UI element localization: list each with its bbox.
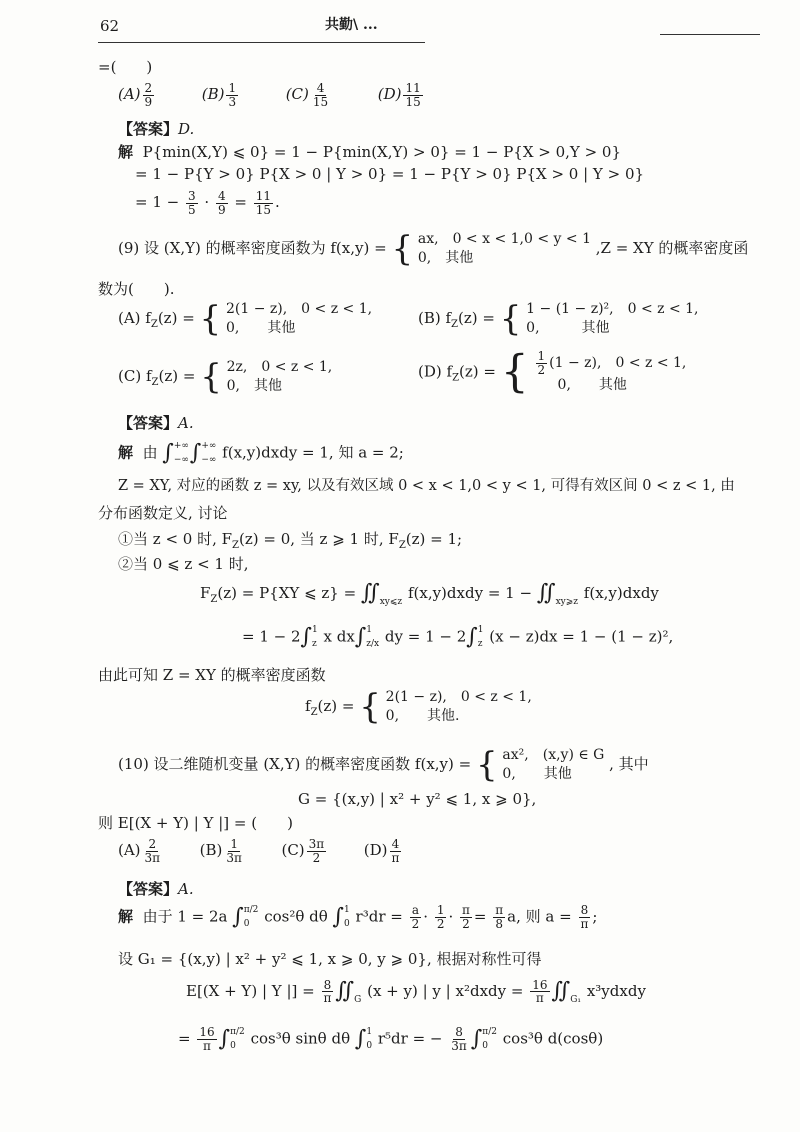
q10-question: 则 E[(X + Y) | Y |] = ( ) [98, 814, 293, 832]
q10-set-g: G = {(x,y) | x² + y² ⩽ 1, x ⩾ 0}, [298, 790, 537, 808]
q9-final-density: $f_Z(z)$ = { 2(1 − z), 0 < z < 1, 0, 其他. [305, 686, 532, 727]
q9-option-d: (D) $f_Z(z)$ = { $\frac{1}{2}$ (1 − z), 0 < z < 1, 0, 其他 [418, 346, 687, 398]
q9-solution-3: 分布函数定义, 讨论 [98, 504, 228, 522]
q10-option-b: (B) $\frac{1}{3\pi}$ [199, 837, 242, 865]
q9-solution-5: ②当 0 ⩽ z < 1 时, [118, 555, 249, 573]
q9-solution-4: ①当 z < 0 时, $F_Z(z) = 0$, 当 z ⩾ 1 时, $F_Z(z) = 1$; [118, 530, 463, 551]
q9-option-b: (B) $f_Z(z)$ = { 1 − (1 − z)², 0 < z < 1, 0, 其他 [418, 298, 699, 339]
q10-equation-4: = $\frac{16}{\pi}$ ∫ π/2 0 cos³θ sinθ dθ ∫ 1 0 r⁵dr = − $\frac{8}{3\pi}$ ∫ π/2 0 cos³θ d(cosθ) [178, 1025, 604, 1053]
q9-equation-2: = 1 − 2∫ 1 z x dx∫ 1 z/x dy = 1 − 2∫ 1 z (x − z)dx = 1 − (1 − z)², [242, 624, 674, 650]
q10-solution-1: 解 由于 1 = 2a ∫ π/2 0 cos²θ dθ ∫ 1 0 r³dr = $\frac{a}{2}$ · $\frac{1}{2}$ · $\frac{\pi}{2}$ = $\frac{\pi}{8}$ a, 则 a = $\frac{8}{\pi}$ ; [118, 903, 598, 931]
q9-line2: 数为( ). [98, 280, 175, 298]
q8-option-a: (A) $\frac{2}{9}$ [118, 81, 153, 109]
q10-options [118, 838, 403, 864]
q9-option-c: (C) $f_Z(z)$ = { 2z, 0 < z < 1, 0, 其他 [118, 356, 333, 397]
q8-solution-line1: 解 P{min(X,Y) ⩽ 0} = 1 − P{min(X,Y) > 0} = 1 − P{X > 0,Y > 0} [118, 143, 622, 161]
q9-answer: 【答案】A. [118, 414, 194, 432]
q10-solution-2: 设 G₁ = {(x,y) | x² + y² ⩽ 1, x ⩾ 0, y ⩾ 0}, 根据对称性可得 [118, 950, 542, 968]
q9-intro: (9) 设 (X,Y) 的概率密度函数为 f(x,y) = { ax, 0 < x < 1,0 < y < 1 0, 其他 ,Z = XY 的概率密度函 [118, 228, 749, 269]
q10-equation-3: E[(X + Y) | Y |] = $\frac{8}{\pi}$ ∬ G (x + y) | y | x²dxdy = $\frac{16}{\pi}$ ∬ G₁ x³ydxdy [186, 977, 646, 1006]
q10-option-d: (D) $\frac{4}{\pi}$ [363, 837, 400, 865]
q8-solution-line2: = 1 − P{Y > 0} P{X > 0 | Y > 0} = 1 − P{Y > 0} P{X > 0 | Y > 0} [135, 165, 645, 183]
q9-solution-2: Z = XY, 对应的函数 z = xy, 以及有效区域 0 < x < 1,0 < y < 1, 可得有效区间 0 < z < 1, 由 [118, 478, 735, 494]
header-rule-right [660, 34, 760, 35]
q9-solution-1: 解 由 ∫ +∞ −∞ ∫ +∞ −∞ f(x,y)dxdy = 1, 知 a = 2; [118, 440, 404, 466]
q8-solution-line3: = 1 − $\frac{3}{5}$ · $\frac{4}{9}$ = $\frac{11}{15}$ . [135, 189, 280, 217]
q8-option-d: (D) $\frac{11}{15}$ [377, 81, 421, 109]
q9-option-a: (A) $f_Z(z)$ = { 2(1 − z), 0 < z < 1, 0, 其他 [118, 298, 373, 339]
q9-equation-1: $F_Z(z) = P\{XY$ ⩽ z} = ∬ xy⩽z f(x,y)dxdy = 1 − ∬ xy⩾z f(x,y)dxdy [200, 580, 659, 607]
q8-prompt-tail: =( ) [98, 58, 153, 76]
q10-answer: 【答案】A. [118, 880, 194, 898]
q8-options [118, 82, 425, 108]
q10-intro: (10) 设二维随机变量 (X,Y) 的概率密度函数 f(x,y) = { ax², (x,y) ∈ G 0, 其他 , 其中 [118, 744, 649, 785]
q8-option-b: (B) $\frac{1}{3}$ [201, 81, 237, 109]
header-rule [98, 42, 425, 43]
q10-option-c: (C) $\frac{3\pi}{2}$ [281, 837, 325, 865]
running-title: 共勤\ ... [325, 17, 378, 33]
q8-option-c: (C) $\frac{4}{15}$ [285, 81, 329, 109]
q8-answer: 【答案】D. [118, 120, 195, 138]
q10-option-a: (A) $\frac{2}{3\pi}$ [118, 837, 161, 865]
q9-conclusion: 由此可知 Z = XY 的概率密度函数 [98, 666, 326, 684]
page-number: 62 [100, 17, 120, 35]
